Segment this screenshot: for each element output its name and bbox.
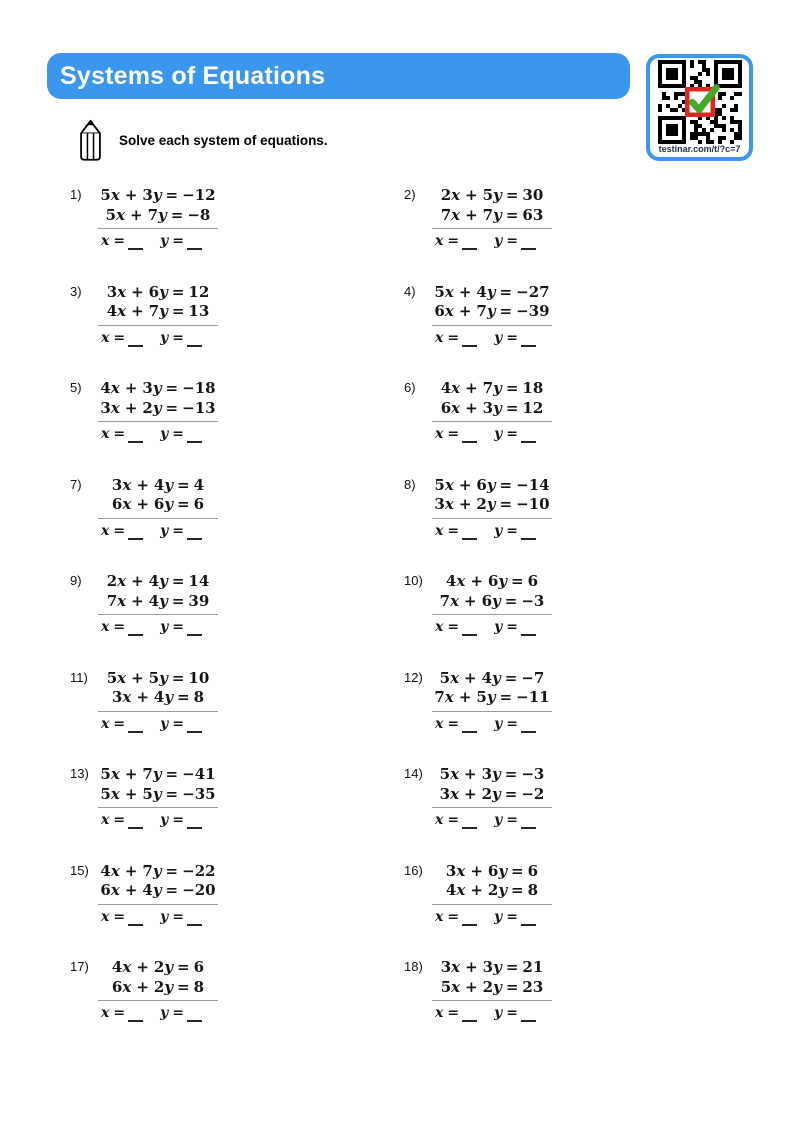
y-answer-blank[interactable]	[187, 913, 202, 926]
answer-divider	[98, 1000, 218, 1001]
answer-line	[98, 233, 218, 249]
problem-number: 13)	[70, 766, 89, 781]
equation-1: 5x + 3y = −12	[100, 186, 216, 204]
x-equals: =	[447, 1005, 460, 1021]
equation-2: 5x + 7y = −8	[105, 205, 211, 224]
x-answer-blank[interactable]	[462, 237, 477, 250]
y-answer-label: y	[494, 522, 503, 539]
y-equals: =	[506, 908, 518, 925]
x-answer-label: x	[101, 715, 110, 732]
y-answer-blank[interactable]	[521, 430, 536, 443]
x-answer-label: x	[101, 329, 110, 346]
answer-line	[432, 233, 552, 249]
x-answer-label: x	[101, 812, 110, 828]
y-equals: =	[506, 619, 518, 635]
y-answer-label: y	[494, 715, 503, 732]
x-answer-label: x	[435, 715, 444, 732]
y-equals: =	[506, 233, 518, 249]
x-equals: =	[447, 715, 460, 732]
y-answer-blank[interactable]	[187, 720, 202, 733]
problem-body	[98, 862, 218, 925]
x-answer-label: x	[101, 619, 110, 635]
answer-divider	[432, 228, 552, 229]
equation-1: 5x + 3y = −3	[439, 765, 545, 783]
y-answer-label: y	[160, 812, 169, 828]
y-equals: =	[506, 522, 518, 539]
x-answer-blank[interactable]	[462, 623, 477, 636]
x-answer-label: x	[435, 426, 444, 442]
answer-divider	[98, 518, 218, 519]
x-answer-label: x	[101, 522, 110, 539]
problem	[396, 669, 730, 766]
y-equals: =	[506, 812, 518, 828]
x-equals: =	[447, 233, 460, 249]
problem-body	[98, 958, 218, 1021]
y-equals: =	[506, 426, 518, 442]
x-answer-label: x	[435, 522, 444, 539]
problem-number: 18)	[404, 959, 423, 974]
problem-number: 8)	[404, 476, 416, 492]
problem-body	[98, 669, 218, 732]
problem-body	[432, 283, 552, 346]
problem-number: 5)	[70, 380, 82, 395]
x-answer-blank[interactable]	[128, 527, 143, 540]
answer-divider	[432, 711, 552, 712]
equation-2: 6x + 7y = −39	[434, 302, 550, 320]
y-answer-blank[interactable]	[521, 720, 536, 733]
equation-1: 3x + 4y = 4	[111, 475, 205, 494]
problem	[396, 283, 730, 380]
y-answer-label: y	[494, 329, 503, 346]
problem-number: 9)	[70, 573, 82, 588]
equation-1: 3x + 3y = 21	[440, 958, 544, 976]
equation-2: 6x + 2y = 8	[111, 977, 205, 996]
equation-1: 3x + 6y = 6	[445, 861, 539, 880]
answer-line	[98, 619, 218, 635]
answer-divider	[98, 421, 218, 422]
problem-body	[432, 765, 552, 828]
y-answer-blank[interactable]	[521, 334, 536, 347]
problem-number: 17)	[70, 959, 89, 974]
y-answer-blank[interactable]	[187, 430, 202, 443]
problem	[396, 476, 730, 573]
answer-line	[98, 523, 218, 539]
x-answer-blank[interactable]	[128, 816, 143, 829]
x-answer-blank[interactable]	[462, 816, 477, 829]
y-answer-label: y	[494, 908, 503, 925]
answer-line	[432, 909, 552, 925]
y-answer-blank[interactable]	[521, 527, 536, 540]
x-equals: =	[447, 812, 460, 828]
equation-1: 5x + 4y = −7	[439, 668, 545, 687]
problem-body	[432, 379, 552, 442]
problem	[396, 379, 730, 476]
problem-number: 1)	[70, 187, 82, 202]
problem	[62, 765, 396, 862]
answer-divider	[432, 904, 552, 905]
answer-line	[432, 426, 552, 442]
problem-body	[98, 186, 218, 249]
x-equals: =	[113, 233, 126, 249]
x-equals: =	[113, 908, 126, 925]
qr-inner	[650, 58, 749, 157]
x-answer-label: x	[435, 812, 444, 828]
problem-number: 4)	[404, 283, 416, 299]
equation-1: 5x + 4y = −27	[434, 282, 550, 301]
problem-body	[98, 379, 218, 442]
x-equals: =	[113, 426, 126, 442]
problem-body	[432, 862, 552, 925]
x-equals: =	[447, 426, 460, 442]
x-answer-blank[interactable]	[128, 430, 143, 443]
equation-2: 3x + 4y = 8	[111, 688, 205, 706]
x-equals: =	[113, 329, 126, 346]
answer-line	[98, 330, 218, 346]
pencil-icon	[77, 119, 104, 162]
y-answer-blank[interactable]	[187, 334, 202, 347]
problem-body	[432, 572, 552, 635]
x-answer-label: x	[101, 908, 110, 925]
equation-1: 4x + 3y = −18	[100, 379, 216, 397]
y-answer-label: y	[160, 522, 169, 539]
x-answer-label: x	[435, 619, 444, 635]
equation-1: 5x + 7y = −41	[100, 765, 216, 783]
answer-divider	[432, 421, 552, 422]
answer-divider	[432, 325, 552, 326]
problem	[62, 572, 396, 669]
equation-2: 3x + 2y = −10	[434, 495, 550, 513]
y-answer-blank[interactable]	[521, 913, 536, 926]
y-equals: =	[172, 619, 184, 635]
y-equals: =	[172, 715, 184, 732]
answer-divider	[98, 807, 218, 808]
answer-line	[98, 909, 218, 925]
y-answer-blank[interactable]	[187, 623, 202, 636]
equation-1: 2x + 4y = 14	[106, 572, 210, 590]
equation-1: 5x + 5y = 10	[106, 668, 210, 687]
problem-number: 15)	[70, 862, 89, 878]
y-equals: =	[506, 329, 518, 346]
y-answer-label: y	[494, 1005, 503, 1021]
x-answer-label: x	[101, 1005, 110, 1021]
y-answer-blank[interactable]	[187, 1009, 202, 1022]
equation-2: 7x + 4y = 39	[106, 591, 210, 610]
equation-1: 5x + 6y = −14	[434, 475, 550, 494]
problem-number: 16)	[404, 862, 423, 878]
equation-2: 6x + 4y = −20	[100, 881, 216, 899]
answer-divider	[98, 228, 218, 229]
y-answer-label: y	[160, 329, 169, 346]
problem	[62, 862, 396, 959]
y-answer-label: y	[160, 426, 169, 442]
x-equals: =	[113, 812, 126, 828]
title-bar	[47, 53, 630, 99]
answer-divider	[432, 1000, 552, 1001]
equation-1: 4x + 6y = 6	[445, 572, 539, 590]
problem-body	[98, 476, 218, 539]
problem	[62, 669, 396, 766]
answer-line	[432, 330, 552, 346]
problem-number: 3)	[70, 283, 82, 299]
answer-divider	[98, 614, 218, 615]
equation-1: 3x + 6y = 12	[106, 282, 210, 301]
problem-body	[432, 669, 552, 732]
y-answer-blank[interactable]	[187, 816, 202, 829]
y-equals: =	[506, 1005, 518, 1021]
qr-card	[646, 54, 753, 161]
y-answer-label: y	[494, 426, 503, 442]
x-answer-blank[interactable]	[128, 623, 143, 636]
problem	[62, 379, 396, 476]
equation-2: 7x + 6y = −3	[439, 591, 545, 610]
problem-body	[98, 283, 218, 346]
equation-2: 6x + 3y = 12	[440, 398, 544, 417]
equation-2: 5x + 2y = 23	[440, 977, 544, 996]
y-equals: =	[172, 812, 184, 828]
x-equals: =	[447, 329, 460, 346]
y-equals: =	[172, 329, 184, 346]
y-answer-label: y	[494, 233, 503, 249]
answer-line	[432, 523, 552, 539]
problem-body	[432, 476, 552, 539]
problem-number: 14)	[404, 766, 423, 781]
answer-divider	[432, 518, 552, 519]
problem	[396, 765, 730, 862]
x-equals: =	[447, 908, 460, 925]
y-answer-blank[interactable]	[521, 237, 536, 250]
answer-line	[432, 1005, 552, 1021]
problem	[396, 572, 730, 669]
instructions-row	[77, 119, 328, 162]
y-answer-label: y	[160, 1005, 169, 1021]
problem-number: 11)	[70, 669, 88, 685]
equation-1: 4x + 7y = −22	[100, 861, 216, 880]
y-answer-blank[interactable]	[521, 1009, 536, 1022]
y-equals: =	[172, 522, 184, 539]
x-answer-blank[interactable]	[128, 334, 143, 347]
problem-number: 10)	[404, 573, 423, 588]
equation-2: 5x + 5y = −35	[100, 784, 216, 803]
x-answer-blank[interactable]	[462, 430, 477, 443]
y-answer-blank[interactable]	[187, 527, 202, 540]
x-answer-label: x	[101, 426, 110, 442]
answer-line	[98, 426, 218, 442]
x-answer-blank[interactable]	[128, 720, 143, 733]
x-equals: =	[113, 715, 126, 732]
qr-code-icon	[658, 60, 742, 144]
x-answer-label: x	[435, 233, 444, 249]
equation-2: 3x + 2y = −2	[439, 784, 545, 803]
answer-line	[432, 812, 552, 828]
x-answer-blank[interactable]	[128, 237, 143, 250]
y-equals: =	[172, 426, 184, 442]
y-answer-blank[interactable]	[521, 816, 536, 829]
x-answer-blank[interactable]	[128, 1009, 143, 1022]
answer-divider	[432, 807, 552, 808]
problem-body	[98, 572, 218, 635]
problem-body	[432, 186, 552, 249]
problem-number: 6)	[404, 380, 416, 395]
qr-link[interactable]: testinar.com/t/?c=7	[658, 144, 741, 154]
equation-2: 4x + 2y = 8	[445, 881, 539, 899]
x-equals: =	[447, 522, 460, 539]
x-answer-label: x	[435, 329, 444, 346]
x-answer-blank[interactable]	[462, 913, 477, 926]
y-equals: =	[172, 1005, 184, 1021]
x-answer-blank[interactable]	[462, 527, 477, 540]
x-answer-blank[interactable]	[128, 913, 143, 926]
answer-divider	[98, 711, 218, 712]
instructions-text: Solve each system of equations.	[119, 133, 328, 148]
problem-number: 12)	[404, 669, 423, 685]
answer-line	[98, 812, 218, 828]
x-equals: =	[113, 1005, 126, 1021]
y-equals: =	[172, 908, 184, 925]
problem	[62, 476, 396, 573]
problem	[62, 186, 396, 283]
x-answer-blank[interactable]	[462, 1009, 477, 1022]
equation-2: 7x + 7y = 63	[440, 205, 544, 224]
y-answer-label: y	[160, 908, 169, 925]
answer-line	[432, 619, 552, 635]
problem	[62, 283, 396, 380]
answer-divider	[98, 325, 218, 326]
x-equals: =	[447, 619, 460, 635]
x-answer-label: x	[101, 233, 110, 249]
equation-2: 7x + 5y = −11	[434, 688, 550, 706]
problem-body	[98, 765, 218, 828]
equation-1: 2x + 5y = 30	[440, 186, 544, 204]
answer-line	[98, 1005, 218, 1021]
x-answer-blank[interactable]	[462, 720, 477, 733]
y-answer-blank[interactable]	[521, 623, 536, 636]
answer-divider	[98, 904, 218, 905]
problem	[62, 958, 396, 1055]
equation-2: 6x + 6y = 6	[111, 495, 205, 513]
x-answer-label: x	[435, 908, 444, 925]
y-answer-label: y	[494, 812, 503, 828]
equation-1: 4x + 2y = 6	[111, 958, 205, 976]
y-equals: =	[506, 715, 518, 732]
problem-body	[432, 958, 552, 1021]
equation-1: 4x + 7y = 18	[440, 379, 544, 397]
equation-2: 4x + 7y = 13	[106, 302, 210, 320]
answer-line	[98, 716, 218, 732]
y-answer-label: y	[494, 619, 503, 635]
problem	[396, 186, 730, 283]
x-answer-blank[interactable]	[462, 334, 477, 347]
equation-2: 3x + 2y = −13	[100, 398, 216, 417]
problem-number: 7)	[70, 476, 82, 492]
y-answer-blank[interactable]	[187, 237, 202, 250]
x-answer-label: x	[435, 1005, 444, 1021]
y-equals: =	[172, 233, 184, 249]
y-answer-label: y	[160, 233, 169, 249]
page-title: Systems of Equations	[60, 61, 326, 90]
problem	[396, 862, 730, 959]
problem-number: 2)	[404, 187, 416, 202]
problem	[396, 958, 730, 1055]
y-answer-label: y	[160, 619, 169, 635]
problems-grid	[62, 186, 730, 1055]
y-answer-label: y	[160, 715, 169, 732]
answer-line	[432, 716, 552, 732]
x-equals: =	[113, 522, 126, 539]
answer-divider	[432, 614, 552, 615]
x-equals: =	[113, 619, 126, 635]
